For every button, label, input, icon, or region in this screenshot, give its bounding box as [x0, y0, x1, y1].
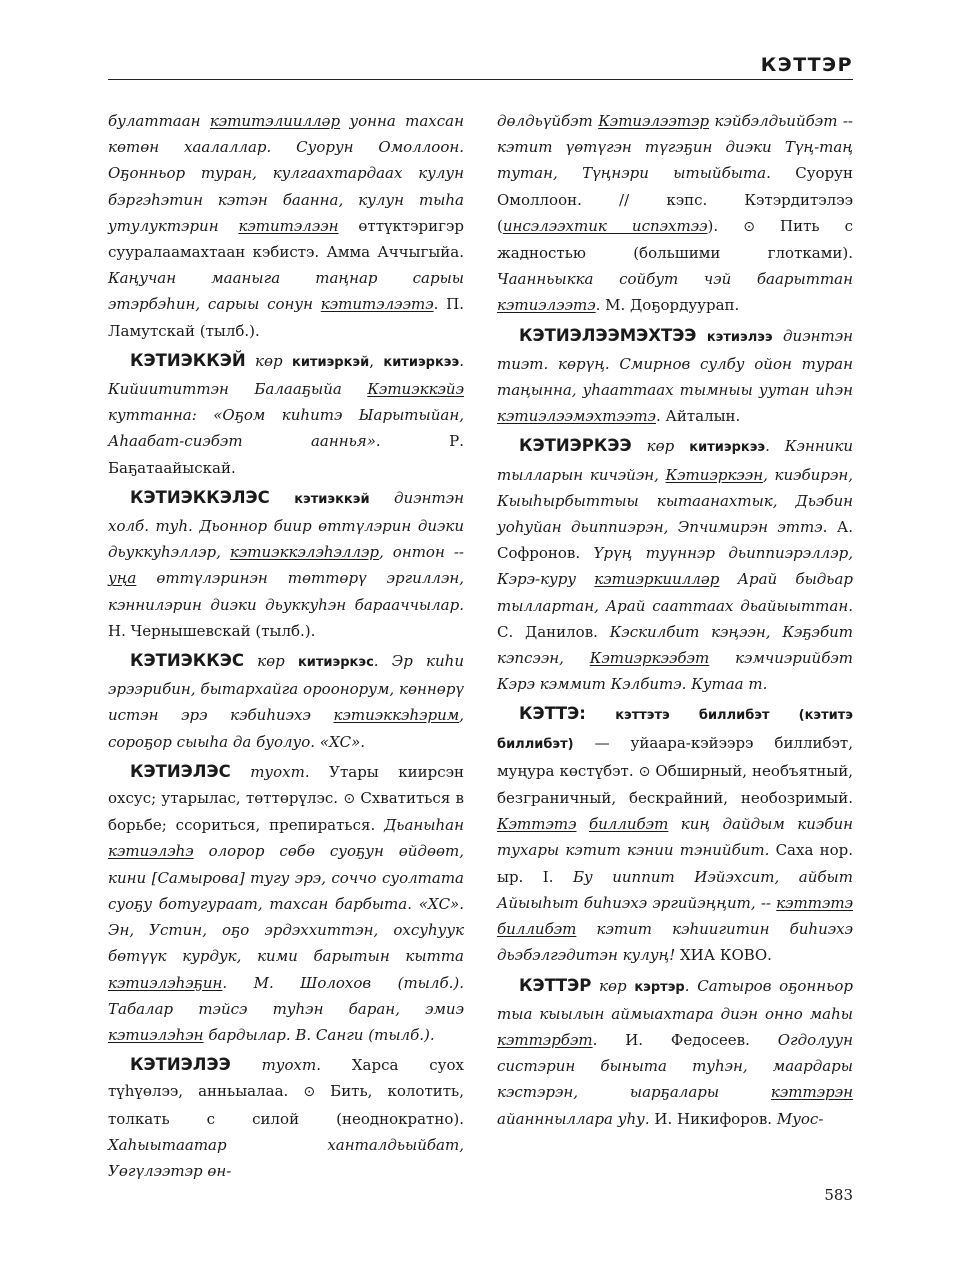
dictionary-entry: КЭТИЭЛЭС туохт. Утары киирсэн охсус; утарылас, төттөрүлэс. ⊙ Схватиться в борьбе; ссориться, препираться. Дьаныһан кэтиэлэһэ олорор сөбө суоҕун өйдөөт, кини [Самырова] тугу эрэ, соччо суолтата суоҕу ботугураат, тахсан барбыта. «ХС». Эн, Устин, оҕо эрдэххиттэн, охсуһуук бөтүүк курдук, кими барытын кытта кэтиэлэһэҕин. М. Шолохов (тылб.). Табалар тэйсэ туһэн баран, эмиэ кэтиэлэһэн бардылар. В. Санги (тылб.). — [108, 761, 464, 1044]
russian-translation-marker-icon: ⊙ — [303, 1084, 316, 1101]
headword: КЭТИЭРКЭЭ — [519, 436, 632, 456]
dictionary-entry: КЭТИЭККЭЙ көр китиэркэй, китиэркээ. Кийиититтэн Балааҕыйа Кэтиэккэйэ куттанна: «Оҕом киһитэ Ыарытыйан, Аһаабат-сиэбэт ааннья». Р. Баҕатаайыскай. — [108, 350, 464, 477]
dictionary-entry: КЭТИЭЛЭЭ туохт. Харса суох түһүөлээ, анньыалаа. ⊙ Бить, колотить, толкать с силой (неоднократно). Хаһыытаатар ханталдьыйбат, Уөгүлээтэр өн- — [108, 1055, 464, 1180]
dictionary-entry: КЭТТЭ: кэттэтэ биллибэт (кэтитэ биллибэт) — уйаара-кэйээрэ биллибэт, муңура көстүбэт. ⊙ Обширный, необъятный, безграничный, бескрайний, необозримый. Кэттэтэ биллибэт киң дайдым киэбин тухары кэтит кэнии тэнийбит. Саха нор. ыр. I. Бу ииппит Иэйэхсит, айбыт Айыыһыт биһиэхэ эргийэңңит, -- кэттэтэ биллибэт кэтит кэһиигитин биһиэхэ дьэбэлгэдитэн кулуң! ХИА КОВО. — [497, 704, 853, 965]
entry-continuation: дөлдьүйбэт Кэтиэлээтэр кэйбэлдьийбэт -- кэтит үөтүгэн түгэҕин диэки Түң-таң тутан, Түңнэри ытыйбыта. Суорун Омоллоон. // кэпс. Кэтэрдитэлээ (инсэлээхтик испэхтээ). ⊙ Пить с жадностью (большими глотками). Чаанньыкка сойбут чэй баарыттан кэтиэлээтэ. М. Доҕордуурап. — [497, 112, 854, 315]
russian-translation-marker-icon: ⊙ — [343, 791, 356, 808]
right-column — [497, 108, 853, 1136]
russian-translation-marker-icon: ⊙ — [743, 218, 755, 235]
dictionary-entry: КЭТИЭРКЭЭ көр китиэркээ. Кэнники тылларын кичэйэн, Кэтиэркээн, киэбирэн, Кыыһырбыттыы кытаанахтык, Дьэбин уоһуйан дьиппиэрэн, Эпчимирэн эттэ. А. Софронов. Үрүң туүннэр дьиппиэрэллэр, Кэрэ-куру кэтиэркиилләр Арай быдьар тыллартан, Арай сааттаах дьайыыттан. С. Данилов. Кэскилбит кэңээн, Кэҕэбит кэпсээн, Кэтиэркээбэт кэмчиэрийбэт Кэрэ кэммит Кэлбитэ. Кутаа т. — [497, 436, 853, 694]
page-number: 583 — [824, 1186, 853, 1204]
dictionary-entry: КЭТИЭККЭЛЭС кэтиэккэй диэнтэн холб. туһ. Дьоннор биир өттүлэрин диэки дьуккуһэллэр, кэтиэккэлэһэллэр, онтон -- уңа өттүлэринэн төттөрү эргиллэн, кэннилэрин диэки дьуккуһэн барааччылар. Н. Чернышевскай (тылб.). — [108, 487, 464, 640]
russian-translation-marker-icon: ⊙ — [638, 763, 651, 780]
headword: КЭТИЭККЭЙ — [130, 350, 246, 370]
header-rule — [108, 79, 853, 80]
headword: КЭТИЭЛЭС — [130, 761, 231, 781]
headword: КЭТИЭККЭЛЭС — [130, 487, 270, 507]
entry-continuation: булаттаан кэтитэлиилләр уонна тахсан көтөн хаалаллар. Суорун Омоллоон. Оҕонньор туран, кулгаахтардаах кулун бэргэһэтин кэтэн баанна, кулун тыһа утулуктэрин кэтитэлээн өттүктэригэр сууралаамахтаан кэбистэ. Амма Аччыгыйа. Каңучан мааныга таңнар сарыы этэрбэһин, сарыы сонун кэтитэлээтэ. П. Ламутскай (тылб.). — [108, 112, 465, 340]
dictionary-entry: КЭТИЭККЭС көр китиэркэс. Эр киһи эрээрибин, бытархайга ороонорум, көннөрү истэн эрэ кэбиһиэхэ кэтиэккэһэрим, сороҕор сыыһа да буолуо. «ХС». — [108, 651, 464, 751]
left-column — [108, 108, 464, 1188]
running-header-word: КЭТТЭР — [760, 54, 853, 76]
headword: КЭТИЭЛЭЭМЭХТЭЭ — [519, 325, 697, 345]
headword: КЭТИЭЛЭЭ — [130, 1055, 231, 1075]
dictionary-entry: КЭТТЭР көр кэртэр. Сатыров оҕонньор тыа кыылын аймыахтара диэн онно маһы кэттэрбэт. И. Федосеев. Огдолуун систэрин быныта туһэн, маардары кэстэрэн, ыарҕалары кэттэрэн айаннныллара уһу. И. Никифоров. Муос- — [497, 975, 853, 1128]
headword: КЭТТЭР — [519, 975, 592, 995]
headword: КЭТИЭККЭС — [130, 651, 244, 671]
headword: КЭТТЭ: — [519, 704, 586, 724]
dictionary-entry: КЭТИЭЛЭЭМЭХТЭЭ кэтиэлээ диэнтэн тиэт. көрүң. Смирнов сулбу ойон туран таңынна, уһааттаах тымныы уутан иһэн кэтиэлээмэхтээтэ. Айталын. — [497, 325, 853, 426]
